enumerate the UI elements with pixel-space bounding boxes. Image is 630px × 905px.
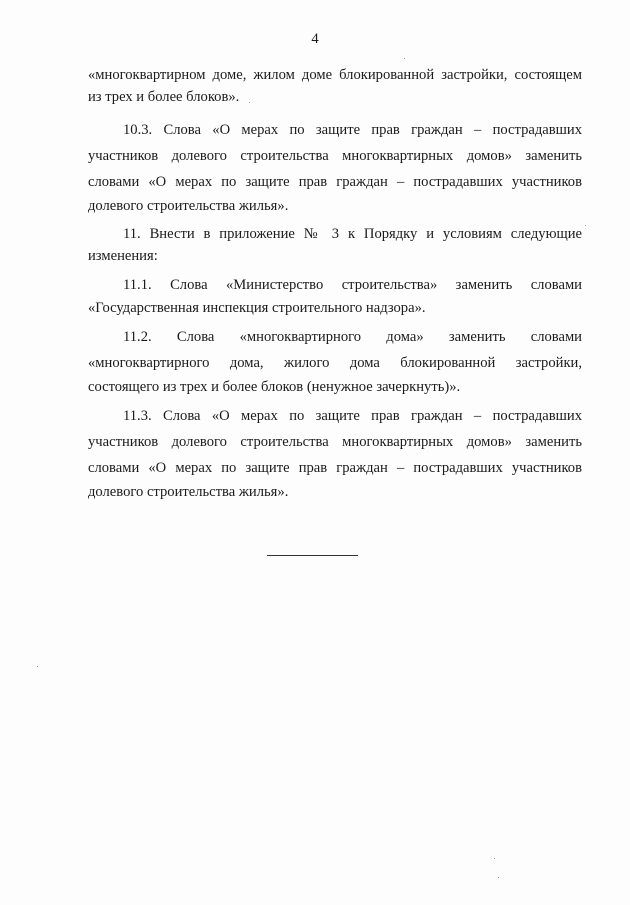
text-line: долевого строительства жилья».: [88, 484, 289, 500]
text-line: «Государственная инспекция строительного надзора».: [88, 300, 426, 316]
scan-speck: [585, 225, 586, 226]
text-line: состоящего из трех и более блоков (ненужное зачеркнуть)».: [88, 379, 461, 395]
text-line: словами «О мерах по защите прав граждан – пострадавших участников: [88, 460, 582, 476]
page-number: 4: [311, 31, 319, 47]
scan-speck: [494, 858, 495, 859]
scan-speck: [37, 666, 38, 667]
text-line: 11. Внести в приложение № 3 к Порядку и условиям следующие: [123, 226, 582, 242]
text-line: 11.2. Слова «многоквартирного дома» заменить словами: [123, 329, 582, 345]
text-line: 10.3. Слова «О мерах по защите прав граждан – пострадавших: [123, 122, 582, 138]
text-line: «многоквартирного дома, жилого дома блокированной застройки,: [88, 355, 582, 371]
scan-speck: [498, 877, 499, 878]
scan-speck: [249, 102, 250, 103]
end-divider: [267, 555, 358, 556]
text-line: 11.1. Слова «Министерство строительства» заменить словами: [123, 277, 582, 293]
scan-speck: [404, 58, 405, 59]
text-line: изменения:: [88, 248, 158, 264]
text-line: из трех и более блоков».: [88, 89, 240, 105]
text-line: «многоквартирном доме, жилом доме блокированной застройки, состоящем: [88, 67, 582, 83]
text-line: долевого строительства жилья».: [88, 198, 289, 214]
text-line: 11.3. Слова «О мерах по защите прав граждан – пострадавших: [123, 408, 582, 424]
text-line: участников долевого строительства многоквартирных домов» заменить: [88, 434, 582, 450]
text-line: участников долевого строительства многоквартирных домов» заменить: [88, 148, 582, 164]
text-line: словами «О мерах по защите прав граждан – пострадавших участников: [88, 174, 582, 190]
